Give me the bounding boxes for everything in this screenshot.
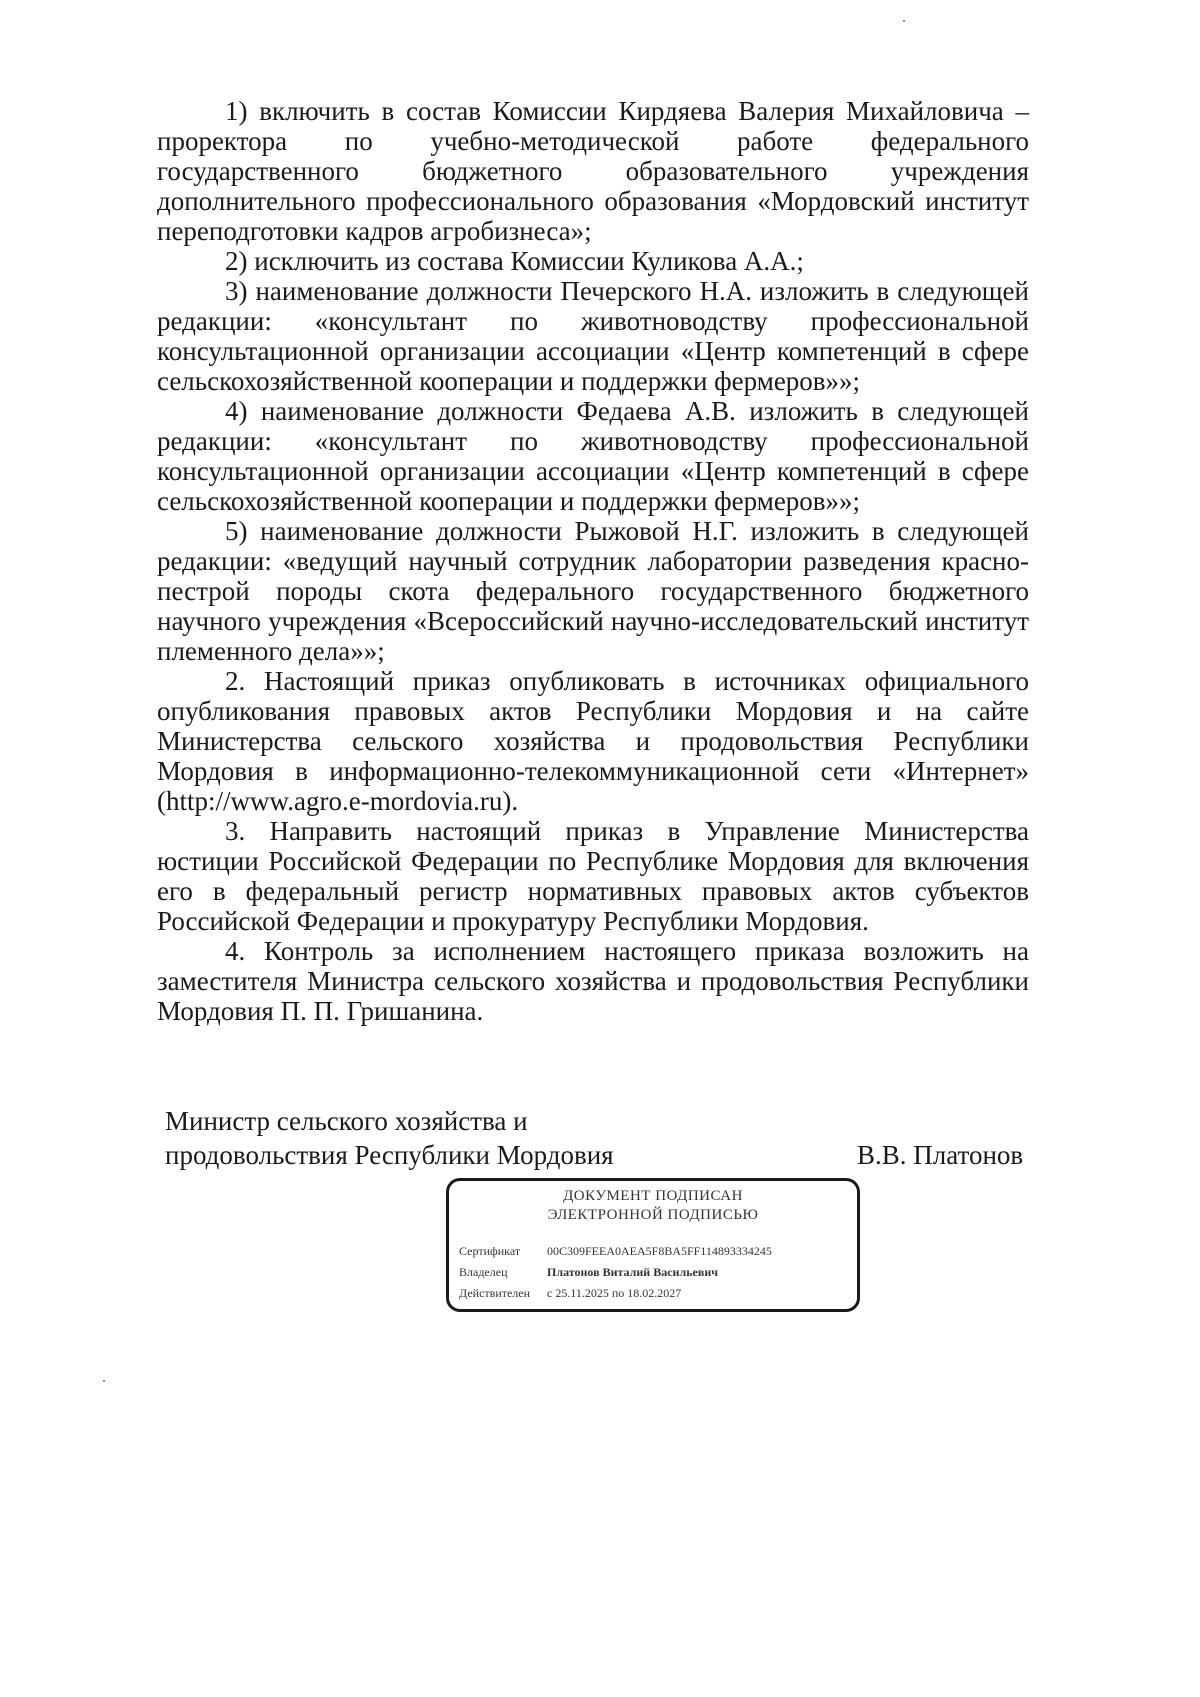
stamp-title xyxy=(449,1187,857,1225)
paragraph-clause-4: 4. Контроль за исполнением настоящего приказа возложить на заместителя Министра сельского хозяйства и продовольствия Республики Мордовия П. П. Гришанина. xyxy=(157,936,1029,1026)
stamp-owner-label: Владелец xyxy=(459,1265,508,1279)
document-body xyxy=(157,96,1029,1026)
stamp-validity-value: с 25.11.2025 по 18.02.2027 xyxy=(547,1286,682,1300)
paragraph-item-3: 3) наименование должности Печерского Н.А. изложить в следующей редакции: «консультант по животноводству профессиональной консультационной организации ассоциации «Центр компетенций в сфере сельскохозяйственной кооперации и поддержки фермеров»»; xyxy=(157,276,1029,396)
paragraph-item-5: 5) наименование должности Рыжовой Н.Г. изложить в следующей редакции: «ведущий научный сотрудник лаборатории разведения красно-пестрой породы скота федерального государственного бюджетного научного учреждения «Всероссийский научно-исследовательский институт племенного дела»»; xyxy=(157,516,1029,666)
paragraph-clause-2: 2. Настоящий приказ опубликовать в источниках официального опубликования правовых актов Республики Мордовия и на сайте Министерства сельского хозяйства и продовольствия Республики Мордовия в информационно-телекоммуникационной сети «Интернет» (http://www.agro.e-mordovia.ru). xyxy=(157,666,1029,816)
signatory-position xyxy=(165,1104,614,1172)
stamp-validity-label: Действителен xyxy=(459,1286,531,1300)
paragraph-clause-3: 3. Направить настоящий приказ в Управление Министерства юстиции Российской Федерации по Республике Мордовия для включения его в федеральный регистр нормативных правовых актов субъектов Российской Федерации и прокуратуру Республики Мордовия. xyxy=(157,816,1029,936)
electronic-signature-stamp xyxy=(446,1178,860,1312)
stamp-title-line-1: ДОКУМЕНТ ПОДПИСАН xyxy=(563,1188,743,1204)
stamp-validity-row xyxy=(459,1283,857,1304)
stamp-certificate-row xyxy=(459,1241,857,1262)
stamp-owner-row xyxy=(459,1262,857,1283)
scan-speck xyxy=(103,1380,105,1382)
stamp-certificate-label: Сертификат xyxy=(459,1244,521,1258)
stamp-owner-value: Платонов Виталий Васильевич xyxy=(547,1265,719,1279)
signatory-position-line-2: продовольствия Республики Мордовия xyxy=(165,1140,614,1170)
paragraph-item-4: 4) наименование должности Федаева А.В. изложить в следующей редакции: «консультант по животноводству профессиональной консультационной организации ассоциации «Центр компетенций в сфере сельскохозяйственной кооперации и поддержки фермеров»»; xyxy=(157,396,1029,516)
stamp-title-line-2: ЭЛЕКТРОННОЙ ПОДПИСЬЮ xyxy=(547,1207,759,1223)
scan-speck xyxy=(903,20,905,22)
stamp-certificate-value: 00C309FEEA0AEA5F8BA5FF114893334245 xyxy=(547,1244,772,1258)
signatory-name: В.В. Платонов xyxy=(857,1140,1024,1170)
paragraph-item-1: 1) включить в состав Комиссии Кирдяева Валерия Михайловича – проректора по учебно-методической работе федерального государственного бюджетного образовательного учреждения дополнительного профессионального образования «Мордовский институт переподготовки кадров агробизнеса»; xyxy=(157,96,1029,246)
stamp-details xyxy=(459,1241,857,1304)
paragraph-item-2: 2) исключить из состава Комиссии Куликова А.А.; xyxy=(225,246,804,276)
signatory-position-line-1: Министр сельского хозяйства и xyxy=(165,1106,528,1136)
